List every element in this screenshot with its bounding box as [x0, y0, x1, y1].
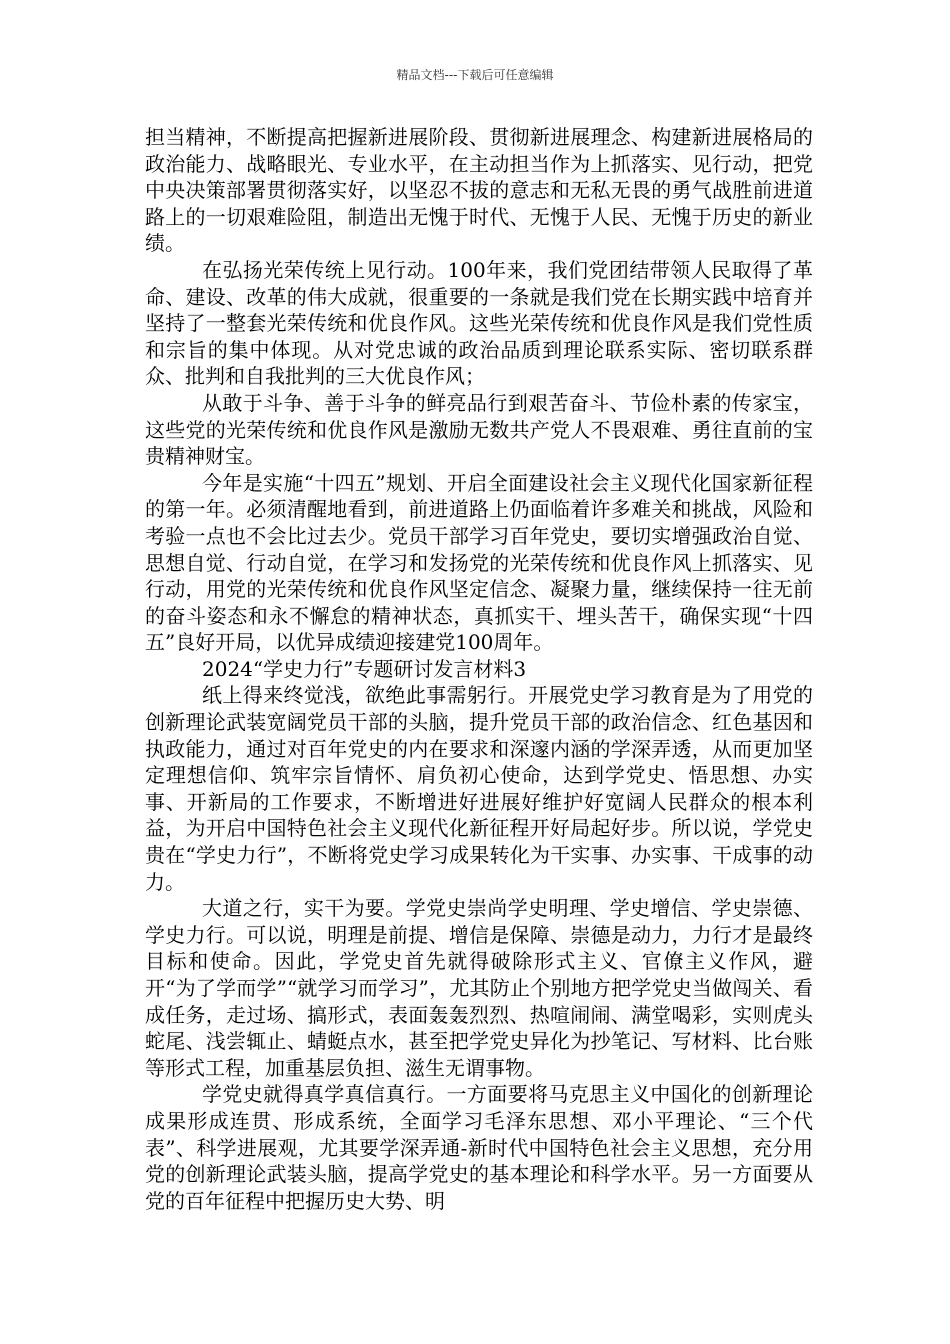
document-body [145, 124, 813, 1214]
page-header: 精品文档---下载后可任意编辑 [396, 68, 554, 82]
section-heading: 2024“学史力行”专题研讨发言材料3 [202, 656, 527, 681]
paragraph-6: 纸上得来终觉浅，欲绝此事需躬行。开展党史学习教育是为了用党的创新理论武装宽阔党员干部的头脑，提升党员干部的政治信念、红色基因和执政能力，通过对百年党史的内在要求和深邃内涵的学深弄透，从而更加坚定理想信仰、筑牢宗旨情怀、肩负初心使命，达到学党史、悟思想、办实事、开新局的工作要求，不断增进好进展好维护好宽阔人民群众的根本利益，为开启中国特色社会主义现代化新征程开好局起好步。所以说，学党史贵在“学史力行”，不断将党史学习成果转化为干实事、办实事、干成事的动力。 [145, 683, 813, 894]
paragraph-4: 今年是实施“十四五”规划、开启全面建设社会主义现代化国家新征程的第一年。必须清醒地看到，前进道路上仍面临着许多难关和挑战，风险和考验一点也不会比过去少。党员干部学习百年党史，要切实增强政治自觉、思想自觉、行动自觉，在学习和发扬党的光荣传统和优良作风上抓落实、见行动，用党的光荣传统和优良作风坚定信念、凝聚力量，继续保持一往无前的奋斗姿态和永不懈怠的精神状态，真抓实干、埋头苦干，确保实现“十四五”良好开局，以优异成绩迎接建党100周年。 [145, 470, 813, 655]
paragraph-3: 从敢于斗争、善于斗争的鲜亮品行到艰苦奋斗、节俭朴素的传家宝，这些党的光荣传统和优良作风是激励无数共产党人不畏艰难、勇往直前的宝贵精神财宝。 [145, 390, 813, 469]
paragraph-2: 在弘扬光荣传统上见行动。100年来，我们党团结带领人民取得了革命、建设、改革的伟大成就，很重要的一条就是我们党在长期实践中培育并坚持了一整套光荣传统和优良作风。这些光荣传统和优良作风是我们党性质和宗旨的集中体现。从对党忠诚的政治品质到理论联系实际、密切联系群众、批判和自我批判的三大优良作风； [145, 257, 813, 389]
paragraph-1: 担当精神，不断提高把握新进展阶段、贯彻新进展理念、构建新进展格局的政治能力、战略眼光、专业水平，在主动担当作为上抓落实、见行动，把党中央决策部署贯彻落实好，以坚忍不拔的意志和无私无畏的勇气战胜前进道路上的一切艰难险阻，制造出无愧于时代、无愧于人民、无愧于历史的新业绩。 [145, 125, 813, 256]
paragraph-7: 大道之行，实干为要。学党史崇尚学史明理、学史增信、学史崇德、学史力行。可以说，明理是前提、增信是保障、崇德是动力，力行才是最终目标和使命。因此，学党史首先就得破除形式主义、官僚主义作风，避开“为了学而学”“就学习而学习”，尤其防止个别地方把学党史当做闯关、看成任务，走过场、搞形式，表面轰轰烈烈、热喧闹闹、满堂喝彩，实则虎头蛇尾、浅尝辄止、蜻蜓点水，甚至把学党史异化为抄笔记、写材料、比台账等形式工程，加重基层负担、滋生无谓事物。 [145, 896, 813, 1080]
paragraph-8: 学党史就得真学真信真行。一方面要将马克思主义中国化的创新理论成果形成连贯、形成系统，全面学习毛泽东思想、邓小平理论、“三个代表”、科学进展观，尤其要学深弄通-新时代中国特色社会主义思想，充分用党的创新理论武装头脑，提高学党史的基本理论和科学水平。另一方面要从党的百年征程中把握历史大势、明 [145, 1082, 813, 1213]
